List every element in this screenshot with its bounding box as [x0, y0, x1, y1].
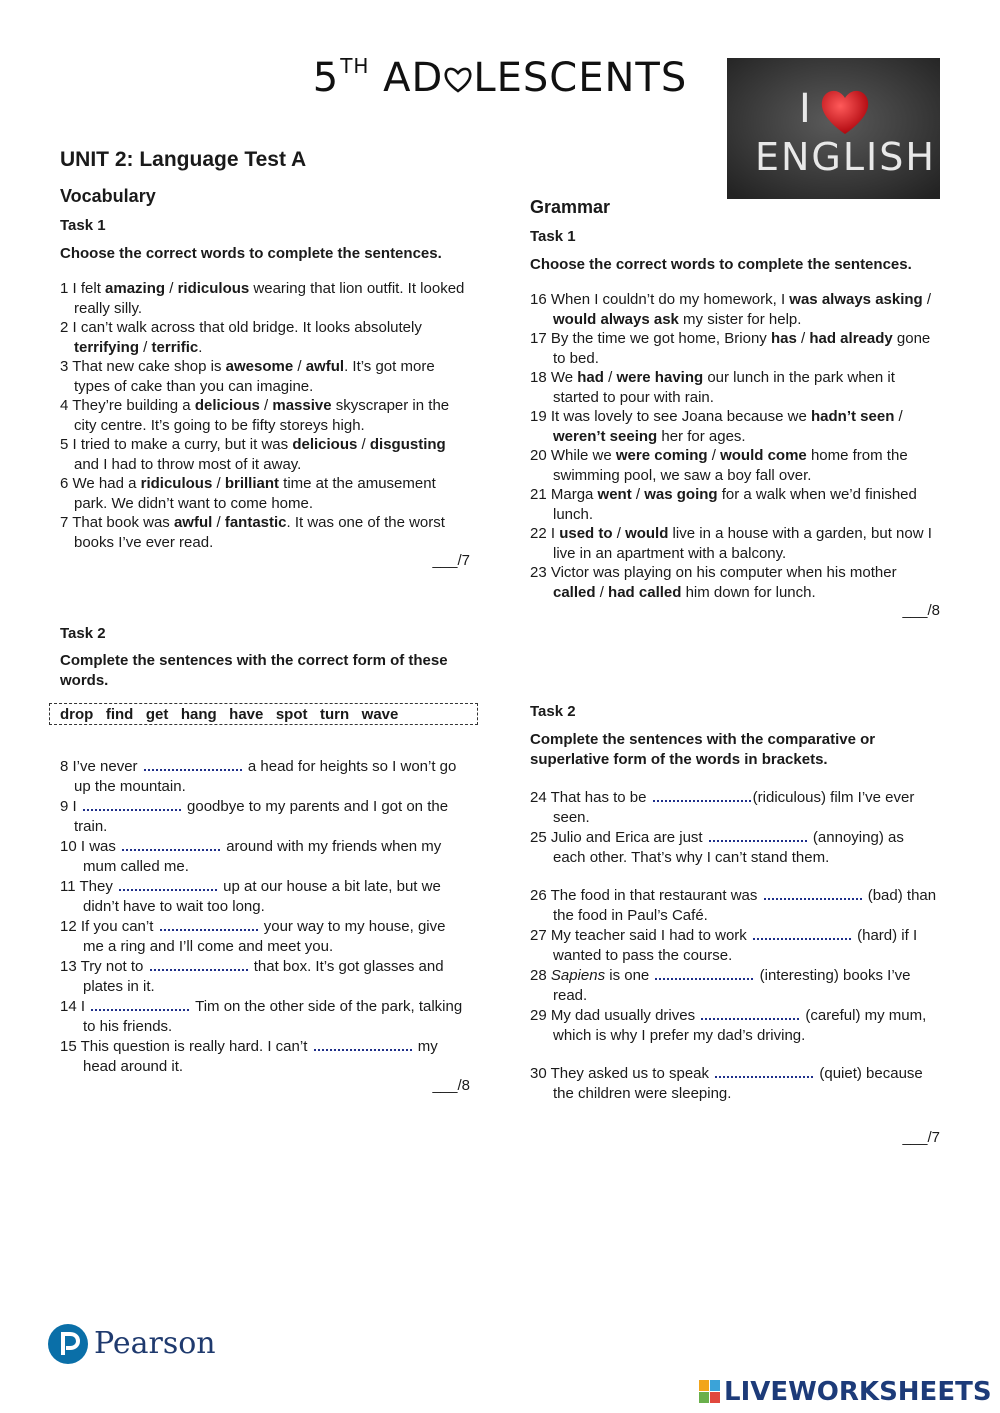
svg-text:I: I: [799, 86, 811, 132]
question-text: Julio and Erica are just: [546, 829, 707, 846]
question-item: [60, 797, 470, 836]
choice-separator: /: [894, 408, 903, 425]
answer-blank[interactable]: [122, 837, 220, 851]
question-text: I: [546, 525, 560, 542]
page-title: 5TH AD LESCENTS: [312, 53, 688, 101]
question-item: [530, 485, 940, 524]
question-number: 6: [60, 475, 69, 492]
word-box: drop find get hang have spot turn wave: [49, 703, 478, 725]
question-item: [530, 524, 940, 563]
question-item: [530, 563, 940, 602]
book-title: Sapiens: [550, 967, 606, 984]
question-number: 2: [60, 319, 69, 336]
question-number: 17: [530, 330, 547, 347]
grammar-task2-list: [530, 788, 940, 1103]
choice-option-1[interactable]: awesome: [225, 358, 294, 375]
question-number: 22: [530, 525, 547, 542]
choice-option-1[interactable]: called: [553, 583, 596, 601]
grammar-task2-label: Task 2: [530, 703, 576, 720]
choice-separator: /: [631, 486, 645, 503]
question-text: My dad usually drives: [546, 1007, 700, 1024]
question-number: 18: [530, 369, 547, 386]
vocabulary-section: [60, 186, 470, 569]
question-text-end: home from the swimming pool, we saw a boy fall over.: [553, 447, 908, 484]
choice-separator: /: [707, 447, 721, 464]
answer-blank[interactable]: [715, 1064, 813, 1078]
choice-option-2[interactable]: massive: [272, 397, 332, 414]
question-text: We: [546, 369, 578, 386]
question-text-end: (bad) than the food in Paul’s Café.: [553, 887, 937, 924]
question-text-end: that box. It’s got glasses and plates in it.: [83, 958, 444, 995]
i-love-english-banner: [727, 58, 940, 199]
answer-blank[interactable]: [314, 1037, 412, 1051]
choice-option-1[interactable]: were coming: [615, 447, 708, 464]
answer-blank[interactable]: [119, 877, 217, 891]
choice-option-2[interactable]: were having: [616, 369, 704, 386]
question-text-end: . It was one of the worst books I’ve ever read.: [74, 514, 445, 551]
question-number: 29: [530, 1007, 547, 1024]
question-text-end: him down for lunch.: [681, 583, 816, 601]
vocab-task2-label: Task 2: [60, 625, 106, 642]
answer-blank[interactable]: [160, 917, 258, 931]
question-item: [530, 368, 940, 407]
publisher-name: Pearson: [94, 1326, 216, 1361]
choice-separator: /: [212, 475, 225, 492]
question-number: 12: [60, 918, 77, 935]
answer-blank[interactable]: [655, 966, 753, 980]
choice-option-1[interactable]: has: [770, 330, 797, 347]
question-text: I: [76, 998, 90, 1015]
question-text-end: for a walk when we’d finished lunch.: [553, 486, 917, 523]
choice-separator: /: [165, 280, 178, 297]
choice-separator: /: [796, 330, 810, 347]
question-text-end: skyscraper in the city centre. It’s going to be fifty storeys high.: [74, 397, 450, 434]
question-text-end: around with my friends when my mum called me.: [83, 838, 442, 875]
question-item: [60, 917, 470, 956]
choice-option-1[interactable]: awful: [173, 514, 213, 531]
question-text-end: .: [198, 338, 203, 356]
answer-blank[interactable]: [701, 1006, 799, 1020]
question-item: [60, 997, 470, 1036]
question-text-end: your way to my house, give me a ring and I’ll come and meet you.: [83, 918, 446, 955]
choice-option-1[interactable]: ridiculous: [140, 475, 213, 492]
question-text: They asked us to speak: [546, 1065, 714, 1082]
question-number: 24: [530, 789, 547, 806]
answer-blank[interactable]: [83, 797, 181, 811]
choice-option-2[interactable]: had already: [809, 330, 893, 347]
choice-option-2[interactable]: disgusting: [369, 436, 446, 453]
question-item: [60, 396, 470, 435]
vocab-task1-instruction: Choose the correct words to complete the sentences.: [60, 245, 442, 262]
question-text-end: my head around it.: [83, 1038, 438, 1075]
question-text-end: time at the amusement park. We didn’t want to come home.: [74, 475, 436, 512]
choice-option-1[interactable]: had: [577, 369, 604, 386]
question-number: 28: [530, 967, 547, 984]
liveworksheets-logo-icon: [699, 1380, 721, 1409]
choice-option-1[interactable]: delicious: [194, 397, 260, 414]
question-number: 10: [60, 838, 77, 855]
question-text-end: (annoying) as each other. That’s why I can’t stand them.: [553, 829, 904, 866]
question-number: 14: [60, 998, 77, 1015]
question-number: 16: [530, 291, 547, 308]
site-watermark: LIVEWORKSHEETS: [724, 1377, 992, 1407]
answer-blank[interactable]: [144, 757, 242, 771]
vocab-task2-score: ___/8: [432, 1077, 470, 1094]
choice-option-2[interactable]: fantastic: [224, 514, 287, 531]
question-number: 1: [60, 280, 69, 297]
question-text: I can’t walk across that old bridge. It looks absolutely: [68, 319, 422, 336]
question-text: I’ve never: [68, 758, 142, 775]
question-number: 3: [60, 358, 69, 375]
choice-option-2[interactable]: brilliant: [224, 475, 279, 492]
question-item: [60, 474, 470, 513]
question-text-end: live in a house with a garden, but now I live in an apartment with a balcony.: [553, 525, 932, 562]
question-number: 5: [60, 436, 69, 453]
grammar-task1-instruction: Choose the correct words to complete the sentences.: [530, 256, 912, 273]
choice-option-1[interactable]: delicious: [292, 436, 358, 453]
question-text: My teacher said I had to work: [546, 927, 751, 944]
question-text-end: a head for heights so I won’t go up the mountain.: [74, 758, 457, 795]
question-text: The food in that restaurant was: [546, 887, 762, 904]
question-item: [60, 1037, 470, 1076]
choice-option-1[interactable]: terrifying: [74, 338, 140, 356]
question-item: [530, 407, 940, 446]
question-item: [530, 966, 940, 1005]
question-text: is one: [605, 967, 654, 984]
choice-option-2[interactable]: terrific: [151, 338, 199, 356]
question-text: It was lovely to see Joana because we: [546, 408, 812, 425]
grammar-heading: Grammar: [530, 197, 611, 217]
heart-o-icon: [443, 55, 473, 101]
choice-separator: /: [922, 291, 932, 308]
question-item: [530, 1064, 940, 1103]
question-item: [530, 290, 940, 329]
vocab-task1-label: Task 1: [60, 217, 106, 234]
unit-title: UNIT 2: Language Test A: [60, 148, 307, 171]
question-item: [60, 957, 470, 996]
grammar-task2-section: [530, 703, 940, 1104]
question-text: If you can’t: [76, 918, 158, 935]
choice-option-2[interactable]: would: [625, 525, 669, 542]
question-text: This question is really hard. I can’t: [76, 1038, 312, 1055]
answer-blank[interactable]: [764, 886, 862, 900]
question-item: [530, 446, 940, 485]
choice-option-2[interactable]: would always ask: [553, 310, 679, 328]
question-text: They’re building a: [68, 397, 195, 414]
question-text: I tried to make a curry, but it was: [68, 436, 293, 453]
question-number: 27: [530, 927, 547, 944]
question-text: While we: [546, 447, 616, 464]
question-text-end: goodbye to my parents and I got on the train.: [74, 798, 449, 835]
question-text: When I couldn’t do my homework, I: [546, 291, 790, 308]
question-item: [530, 329, 940, 368]
question-text-end: and I had to throw most of it away.: [74, 455, 302, 473]
answer-blank[interactable]: [653, 788, 751, 802]
choice-option-1[interactable]: hadn’t seen: [811, 408, 895, 425]
question-text-end: up at our house a bit late, but we didn’t have to wait too long.: [83, 878, 441, 915]
grammar-task2-score: ___/7: [902, 1129, 940, 1146]
question-number: 9: [60, 798, 69, 815]
question-item: [60, 279, 470, 318]
question-text: I was: [76, 838, 121, 855]
answer-blank[interactable]: [91, 997, 189, 1011]
choice-option-1[interactable]: was always asking: [789, 291, 923, 308]
question-text-end: my sister for help.: [678, 310, 802, 328]
pearson-logo-icon: [48, 1322, 88, 1371]
question-number: 23: [530, 564, 547, 581]
choice-separator: /: [595, 583, 609, 601]
svg-text:ENGLISH: ENGLISH: [755, 135, 936, 179]
question-text: That new cake shop is: [68, 358, 226, 375]
question-text: We had a: [68, 475, 141, 492]
question-text: That book was: [68, 514, 174, 531]
question-number: 25: [530, 829, 547, 846]
vocab-task2-list: [60, 757, 470, 1076]
question-number: 20: [530, 447, 547, 464]
question-item: [60, 357, 470, 396]
vocab-task2-section: [60, 625, 470, 691]
question-item: [60, 877, 470, 916]
question-number: 8: [60, 758, 69, 775]
choice-option-1[interactable]: went: [597, 486, 632, 503]
question-text: By the time we got home, Briony: [546, 330, 771, 347]
choice-option-2[interactable]: awful: [305, 358, 345, 375]
choice-separator: /: [603, 369, 617, 386]
question-text-end: (quiet) because the children were sleeping.: [553, 1065, 923, 1102]
grammar-task2-instruction: Complete the sentences with the comparative or superlative form of the words in brackets.: [530, 731, 876, 768]
vocab-task1-score: ___/7: [432, 552, 470, 569]
question-text: Marga: [546, 486, 598, 503]
choice-option-1[interactable]: amazing: [105, 280, 166, 297]
question-number: 15: [60, 1038, 77, 1055]
question-text: I: [68, 798, 81, 815]
question-number: 11: [60, 878, 76, 895]
question-item: [60, 435, 470, 474]
question-number: 19: [530, 408, 547, 425]
answer-blank[interactable]: [753, 926, 851, 940]
question-item: [530, 886, 940, 925]
choice-option-2[interactable]: had called: [608, 583, 682, 601]
choice-separator: /: [612, 525, 626, 542]
choice-separator: /: [357, 436, 370, 453]
question-number: 21: [530, 486, 547, 503]
question-text-end: gone to bed.: [553, 330, 931, 367]
question-text: That has to be: [546, 789, 651, 806]
question-text-end: (interesting) books I’ve read.: [553, 967, 911, 1004]
question-item: [60, 318, 470, 357]
question-number: 30: [530, 1065, 547, 1082]
question-text-end: (hard) if I wanted to pass the course.: [553, 927, 918, 964]
question-text-end: . It’s got more types of cake than you can imagine.: [74, 358, 435, 395]
question-item: [60, 757, 470, 796]
choice-option-1[interactable]: used to: [559, 525, 613, 542]
grammar-task1-score: ___/8: [902, 602, 940, 619]
question-text-end: her for ages.: [657, 427, 746, 445]
choice-option-2[interactable]: ridiculous: [177, 280, 250, 297]
vocab-task2-instruction: Complete the sentences with the correct form of these words.: [60, 652, 448, 689]
grammar-task1-label: Task 1: [530, 228, 576, 245]
question-number: 7: [60, 514, 69, 531]
question-item: [530, 828, 940, 867]
question-text-end: Tim on the other side of the park, talking to his friends.: [83, 998, 463, 1035]
answer-blank[interactable]: [150, 957, 248, 971]
grammar-task1-list: [530, 290, 940, 602]
answer-blank[interactable]: [709, 828, 807, 842]
question-text: Try not to: [76, 958, 148, 975]
question-text-end: our lunch in the park when it started to pour with rain.: [553, 369, 895, 406]
grammar-section: [530, 197, 940, 619]
question-text-end: (ridiculous) film I’ve ever seen.: [553, 789, 915, 826]
question-number: 13: [60, 958, 77, 975]
vocab-task1-list: [60, 279, 470, 552]
choice-option-2[interactable]: weren’t seeing: [553, 427, 658, 445]
question-item: [530, 788, 940, 827]
question-number: 26: [530, 887, 547, 904]
question-item: [60, 513, 470, 552]
choice-separator: /: [212, 514, 225, 531]
question-item: [60, 837, 470, 876]
question-item: [530, 926, 940, 965]
question-number: 4: [60, 397, 69, 414]
choice-option-2[interactable]: would come: [720, 447, 807, 464]
question-text: I felt: [68, 280, 106, 297]
question-text-end: (careful) my mum, which is why I prefer my dad’s driving.: [553, 1007, 927, 1044]
question-item: [530, 1006, 940, 1045]
vocabulary-heading: Vocabulary: [60, 186, 156, 206]
question-text-end: wearing that lion outfit. It looked really silly.: [74, 280, 465, 317]
question-text: Victor was playing on his computer when his mother: [546, 564, 897, 581]
question-text: They: [75, 878, 117, 895]
choice-separator: /: [139, 338, 152, 356]
choice-separator: /: [293, 358, 306, 375]
vocab-task2-items: [60, 757, 470, 1094]
choice-separator: /: [259, 397, 273, 414]
choice-option-2[interactable]: was going: [644, 486, 718, 503]
